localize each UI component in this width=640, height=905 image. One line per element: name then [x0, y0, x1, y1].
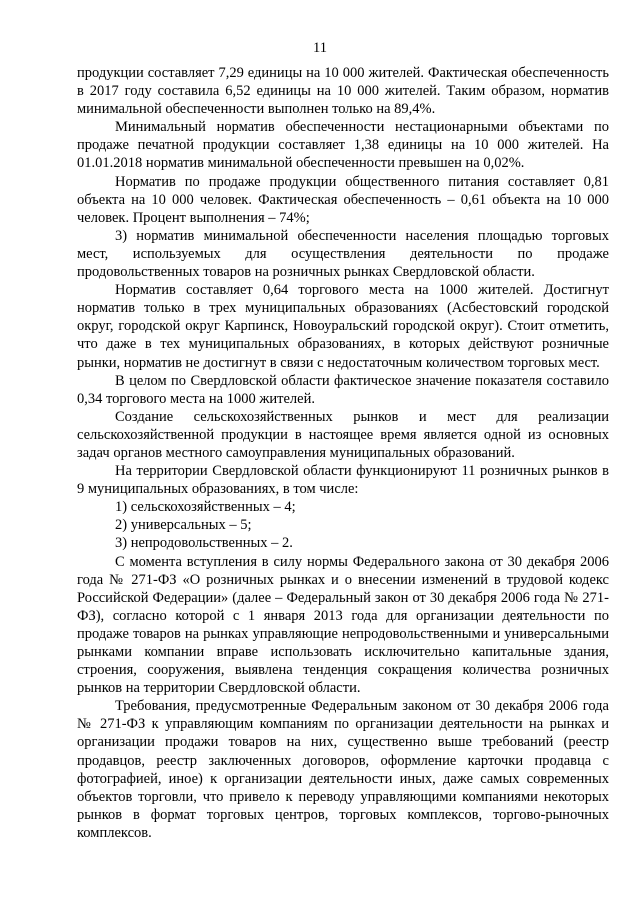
paragraph: Минимальный норматив обеспеченности нестационарными объектами по продаже печатной продукции составляет 1,38 единицы на 10 000 жителей. На 01.01.2018 норматив минимальной обеспеченности превышен на 0,02%. [77, 119, 609, 172]
list-item: 3) непродовольственных – 2. [115, 535, 293, 552]
paragraph: В целом по Свердловской области фактическое значение показателя составило 0,34 торгового места на 1000 жителей. [77, 372, 609, 407]
paragraph: Норматив составляет 0,64 торгового места на 1000 жителей. Достигнут норматив только в трех муниципальных образованиях (Асбестовский городской округ, городской округ Карпинск, Новоуральский городской округ). Стоит отметить, что даже в тех муниципальных образованиях, в которых действуют розничные рынки, норматив не достигнут в связи с недостаточным количеством торговых мест. [77, 282, 609, 371]
document-body [77, 64, 609, 842]
paragraph-continuation: продукции составляет 7,29 единицы на 10 000 жителей. Фактическая обеспеченность в 2017 году составила 6,52 единицы на 10 000 жителей. Таким образом, норматив минимальной обеспеченности выполнен только на 89,4%. [77, 65, 609, 118]
list-item: 1) сельскохозяйственных – 4; [115, 499, 296, 516]
list-item: 2) универсальных – 5; [115, 517, 252, 534]
paragraph: Создание сельскохозяйственных рынков и мест для реализации сельскохозяйственной продукции в настоящее время является одной из основных задач органов местного самоуправления муниципальных образований. [77, 408, 609, 461]
paragraph: Норматив по продаже продукции общественного питания составляет 0,81 объекта на 10 000 человек. Фактическая обеспеченность – 0,61 объекта на 10 000 человек. Процент выполнения – 74%; [77, 173, 609, 226]
paragraph: С момента вступления в силу нормы Федерального закона от 30 декабря 2006 года № 271-ФЗ «О розничных рынках и о внесении изменений в трудовой кодекс Российской Федерации» (далее – Федеральный закон от 30 декабря 2006 года № 271-ФЗ), согласно которой с 1 января 2013 года для организации деятельности по продаже товаров на рынках управляющие непродовольственными и универсальными рынками компании вправе использовать исключительно капитальные здания, строения, сооружения, выявлена тенденция сокращения количества розничных рынков на территории Свердловской области. [77, 553, 609, 697]
paragraph: На территории Свердловской области функционируют 11 розничных рынков в 9 муниципальных образованиях, в том числе: [77, 463, 609, 498]
paragraph: 3) норматив минимальной обеспеченности населения площадью торговых мест, используемых для осуществления деятельности по продаже продовольственных товаров на розничных рынках Свердловской области. [77, 227, 609, 281]
paragraph: Требования, предусмотренные Федеральным законом от 30 декабря 2006 года № 271-ФЗ к управляющим компаниям по организации деятельности на рынках и организации продажи товаров на них, существенно выше требований (реестр продавцов, реестр заключенных договоров, оформление карточки продавца с фотографией, иное) к организации деятельности иных, даже самых современных объектов торговли, что привело к переводу управляющими компаниями некоторых рынков в формат торговых центров, торговых комплексов, торгово-рыночных комплексов. [77, 698, 609, 841]
page-number: 11 [313, 40, 327, 56]
